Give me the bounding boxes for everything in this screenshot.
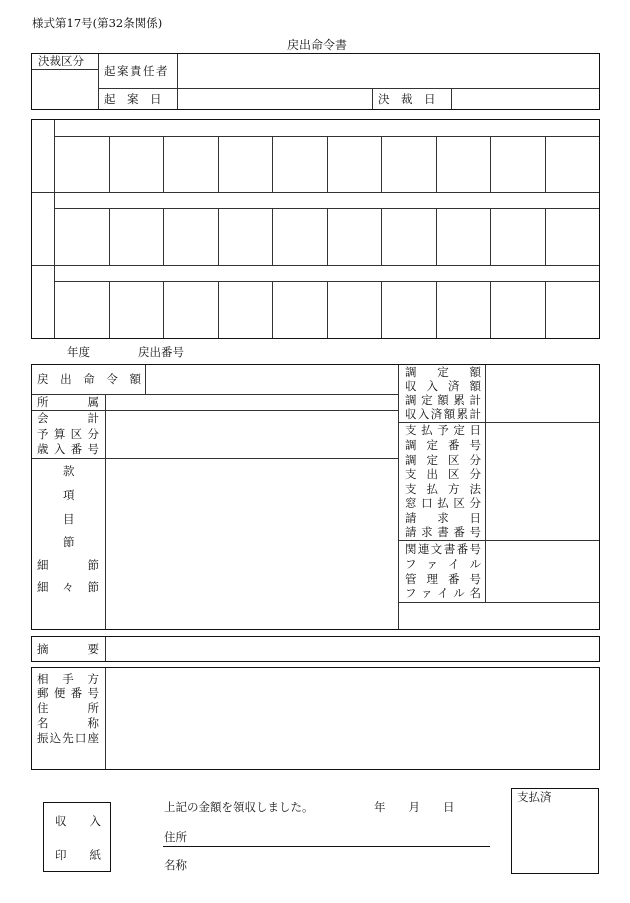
kou-label: 項 [63, 488, 75, 502]
approval-grid [31, 119, 600, 339]
receipt-address-label: 住所 [164, 830, 187, 844]
receipt-date: 年 月 日 [374, 800, 455, 814]
page-title: 戻出命令書 [287, 38, 348, 52]
fiscal-year-label: 年度 [67, 345, 90, 359]
right-label-2-3: 調 定 区 分 [405, 453, 481, 467]
moku-label: 目 [63, 512, 75, 526]
right-label-3-3: 管 理 番 号 [405, 572, 481, 586]
received-text: 上記の金額を領収しました。 [164, 800, 314, 814]
approval-category-label: 決裁区分 [38, 54, 84, 68]
right-label-3-1: 関連文書番号 [405, 542, 481, 556]
draft-date-label: 起 案 日 [104, 92, 162, 106]
right-label-2-4: 支 出 区 分 [405, 467, 481, 481]
order-box [31, 364, 600, 630]
right-label-1-4: 収入済額累計 [405, 407, 481, 421]
dept-label: 所 属 [37, 395, 99, 409]
refund-number-label: 戻出番号 [138, 345, 184, 359]
right-label-1-2: 収 入 済 額 [405, 379, 481, 393]
right-label-1-3: 調定額累計 [405, 393, 481, 407]
right-label-2-6: 窓口払区分 [405, 496, 481, 510]
right-label-2-5: 支 払 方 法 [405, 482, 481, 496]
right-label-3-2: フ ァ イ ル [405, 557, 481, 571]
responsible-field[interactable] [178, 55, 598, 87]
address-label: 住 所 [37, 701, 99, 715]
right-label-2-2: 調 定 番 号 [405, 438, 481, 452]
right-label-3-4: ファイル名 [405, 586, 481, 600]
paid-label: 支払済 [517, 790, 552, 804]
decision-date-label: 決 裁 日 [378, 92, 436, 106]
revenue-number-label: 歳入番号 [37, 442, 99, 456]
payee-label: 相 手 方 [37, 672, 99, 686]
saisetsu-label: 細 節 [37, 558, 99, 572]
budget-label: 予算区分 [37, 427, 99, 441]
summary-label: 摘 要 [37, 642, 99, 656]
right-label-2-1: 支払予定日 [405, 423, 481, 437]
name-label: 名 称 [37, 716, 99, 730]
right-label-1-1: 調 定 額 [405, 365, 481, 379]
postal-code-label: 郵便番号 [37, 686, 99, 700]
right-label-2-7: 請 求 日 [405, 511, 481, 525]
receipt-name-label: 名称 [164, 858, 187, 872]
form-number: 様式第17号(第32条関係) [32, 16, 163, 30]
stamp-top-label: 収 入 [55, 814, 101, 828]
account-label: 会 計 [37, 411, 99, 425]
right-label-2-8: 請求書番号 [405, 525, 481, 539]
order-amount-label: 戻 出 命 令 額 [37, 372, 141, 386]
address-underline [163, 846, 490, 847]
saisaisetsu-label: 細 々 節 [37, 580, 99, 594]
setsu-label: 節 [63, 535, 75, 549]
stamp-bottom-label: 印 紙 [55, 848, 101, 862]
bank-account-label: 振込先口座 [37, 731, 99, 745]
payee-field[interactable] [106, 669, 598, 768]
responsible-label: 起案責任者 [104, 64, 169, 78]
kan-label: 款 [63, 464, 75, 478]
summary-field[interactable] [106, 638, 598, 660]
